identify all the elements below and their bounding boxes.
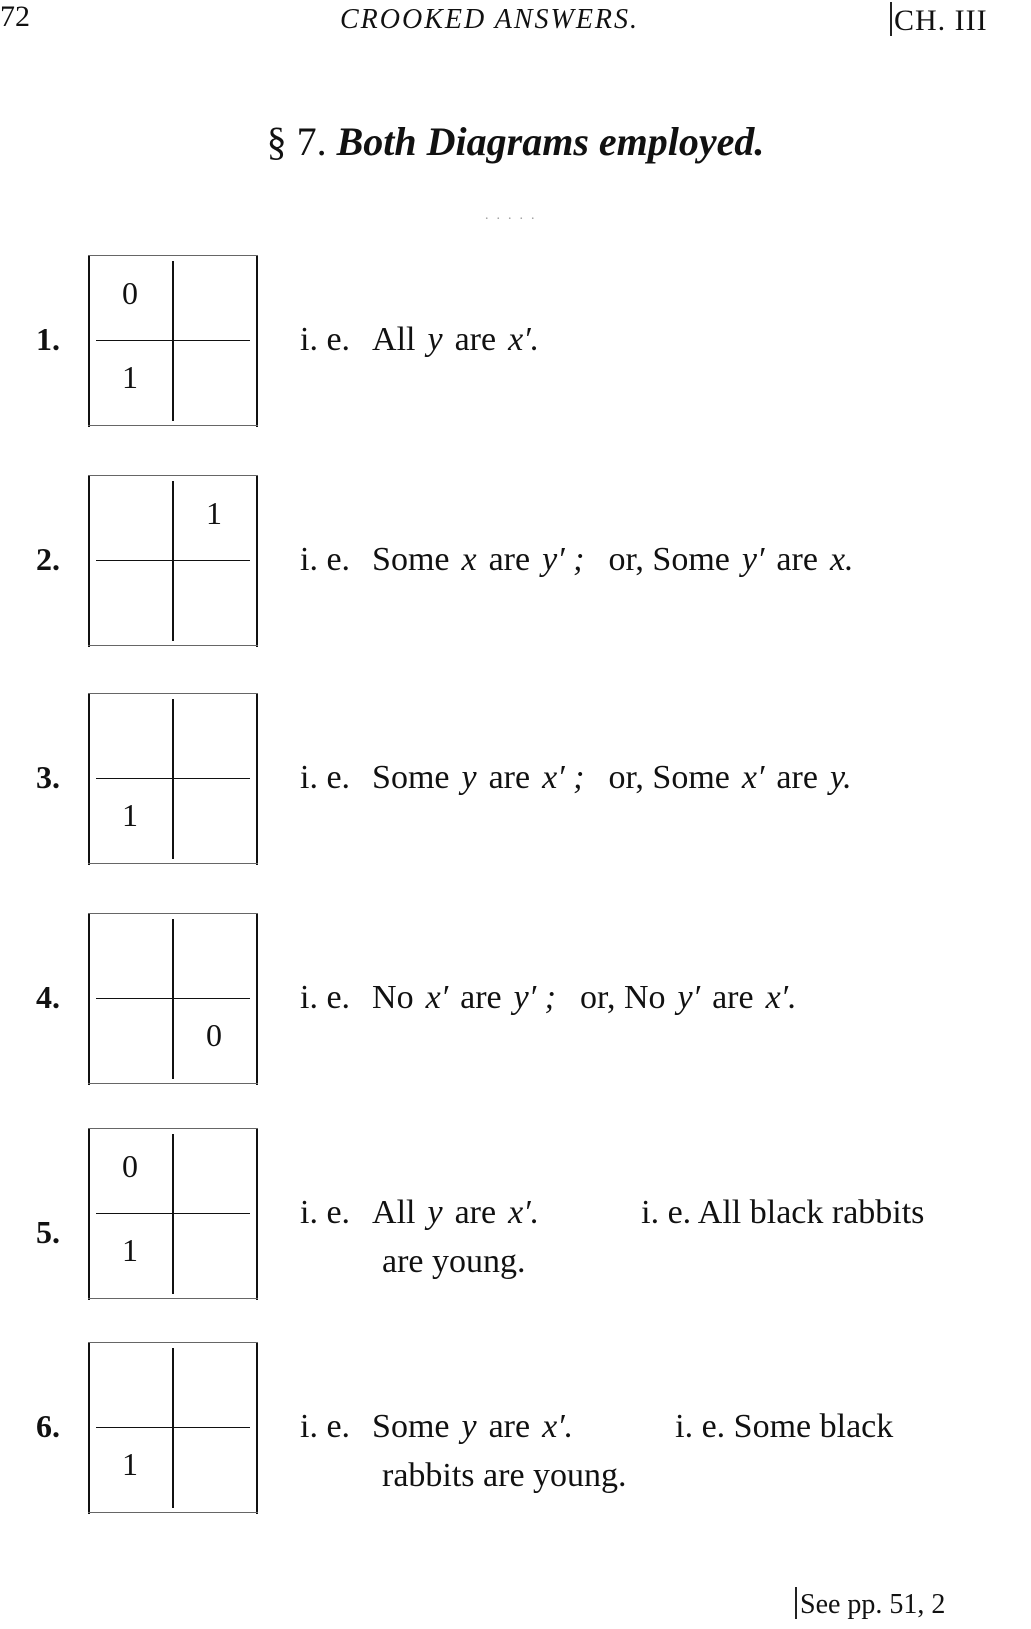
variable: x′ ; — [542, 759, 585, 796]
extra-text: i. e. All black rabbits — [641, 1194, 925, 1231]
diagram-middle-divider — [96, 1213, 250, 1214]
diagram-top-edge — [88, 913, 258, 914]
cell-top-left: 0 — [122, 1148, 138, 1184]
word: are — [454, 1194, 497, 1231]
item-number: 3. — [36, 759, 60, 795]
cell-bottom-left: 1 — [122, 1446, 138, 1482]
diagram-top-edge — [88, 693, 258, 694]
ie-label: i. e. — [300, 759, 351, 796]
variable: y′ ; — [513, 979, 557, 1016]
section-title: Both Diagrams employed. — [336, 119, 765, 164]
ie-label: i. e. — [300, 979, 351, 1016]
extra-text: i. e. Some black — [675, 1408, 894, 1445]
diagram-middle-divider — [96, 340, 250, 341]
diagram-center-divider — [172, 1134, 174, 1294]
diagram-center-divider — [172, 481, 174, 641]
variable: y′ — [677, 979, 701, 1016]
page-number: 72 — [0, 0, 30, 33]
item-number: 2. — [36, 541, 60, 577]
variable: y′ — [741, 541, 765, 578]
word: or, Some — [608, 541, 730, 578]
variable: x′. — [508, 1194, 540, 1231]
diagram-top-edge — [88, 1342, 258, 1343]
ie-label: i. e. — [300, 321, 351, 358]
chapter-text: CH. III — [894, 4, 988, 37]
diagram-right-edge — [256, 255, 258, 427]
diagram-right-edge — [256, 693, 258, 865]
variable: y — [461, 759, 477, 796]
diagram-top-edge — [88, 475, 258, 476]
variable: y′ ; — [542, 541, 585, 578]
biliteral-diagram — [88, 913, 260, 1085]
word: are — [776, 759, 818, 796]
word: are — [488, 759, 531, 796]
section-heading — [0, 118, 1031, 165]
diagram-right-edge — [256, 1128, 258, 1300]
diagram-left-edge — [88, 1342, 90, 1514]
diagram-bottom-edge — [88, 1298, 258, 1299]
cell-top-right: 1 — [206, 495, 222, 531]
diagram-center-divider — [172, 261, 174, 421]
biliteral-diagram — [88, 1128, 260, 1300]
word: All — [372, 1194, 416, 1231]
reference-text: See pp. 51, 2 — [800, 1589, 946, 1620]
item-number: 5. — [36, 1214, 60, 1250]
item-continuation: rabbits are young. — [382, 1457, 627, 1494]
item-statement — [300, 751, 906, 805]
variable: y. — [829, 759, 852, 796]
diagram-middle-divider — [96, 1427, 250, 1428]
diagram-middle-divider — [96, 998, 250, 999]
word: Some — [372, 759, 450, 796]
diagram-middle-divider — [96, 778, 250, 779]
diagram-middle-divider — [96, 560, 250, 561]
variable: y — [427, 321, 443, 358]
diagram-top-edge — [88, 255, 258, 256]
item-statement — [300, 1400, 905, 1454]
chapter-label — [890, 2, 988, 38]
word: No — [372, 979, 414, 1016]
diagram-left-edge — [88, 693, 90, 865]
word: are — [488, 541, 531, 578]
variable: y — [427, 1194, 443, 1231]
bracket-mark — [890, 2, 892, 36]
ie-label: i. e. — [300, 1408, 351, 1445]
item-number: 1. — [36, 321, 60, 357]
word: are — [460, 979, 502, 1016]
word: All — [372, 321, 416, 358]
word: are — [488, 1408, 531, 1445]
diagram-bottom-edge — [88, 645, 258, 646]
diagram-right-edge — [256, 1342, 258, 1514]
running-title: CROOKED ANSWERS. — [340, 4, 640, 35]
diagram-right-edge — [256, 475, 258, 647]
biliteral-diagram — [88, 475, 260, 647]
word: are — [776, 541, 818, 578]
word: Some — [372, 541, 450, 578]
cell-bottom-left: 1 — [122, 359, 138, 395]
biliteral-diagram — [88, 255, 260, 427]
cell-bottom-right: 0 — [206, 1017, 222, 1053]
variable: x′. — [508, 321, 540, 358]
diagram-bottom-edge — [88, 425, 258, 426]
variable: x — [461, 541, 477, 578]
diagram-center-divider — [172, 1348, 174, 1508]
cell-bottom-left: 1 — [122, 797, 138, 833]
word: or, Some — [608, 759, 730, 796]
cell-bottom-left: 1 — [122, 1232, 138, 1268]
diagram-center-divider — [172, 919, 174, 1079]
diagram-bottom-edge — [88, 1512, 258, 1513]
divider-dots: ..... — [485, 208, 543, 223]
diagram-left-edge — [88, 913, 90, 1085]
variable: y — [461, 1408, 477, 1445]
variable: x′. — [542, 1408, 574, 1445]
word: are — [712, 979, 754, 1016]
item-statement — [300, 313, 653, 367]
item-statement — [300, 533, 908, 587]
diagram-bottom-edge — [88, 1083, 258, 1084]
biliteral-diagram — [88, 693, 260, 865]
section-symbol: § 7. — [266, 119, 327, 164]
variable: x. — [829, 541, 854, 578]
item-number: 6. — [36, 1408, 60, 1444]
word: are — [454, 321, 497, 358]
ie-label: i. e. — [300, 541, 351, 578]
item-continuation: are young. — [382, 1243, 526, 1280]
ie-label: i. e. — [300, 1194, 351, 1231]
bracket-mark — [795, 1587, 797, 1619]
diagram-top-edge — [88, 1128, 258, 1129]
item-number: 4. — [36, 979, 60, 1015]
variable: x′. — [765, 979, 797, 1016]
variable: x′ — [741, 759, 765, 796]
biliteral-diagram — [88, 1342, 260, 1514]
cell-top-left: 0 — [122, 275, 138, 311]
page-reference — [795, 1587, 945, 1621]
diagram-center-divider — [172, 699, 174, 859]
diagram-left-edge — [88, 255, 90, 427]
diagram-left-edge — [88, 475, 90, 647]
word: Some — [372, 1408, 450, 1445]
item-statement — [300, 1186, 936, 1240]
item-statement — [300, 971, 851, 1025]
diagram-left-edge — [88, 1128, 90, 1300]
diagram-right-edge — [256, 913, 258, 1085]
word: or, No — [580, 979, 666, 1016]
variable: x′ — [425, 979, 449, 1016]
diagram-bottom-edge — [88, 863, 258, 864]
